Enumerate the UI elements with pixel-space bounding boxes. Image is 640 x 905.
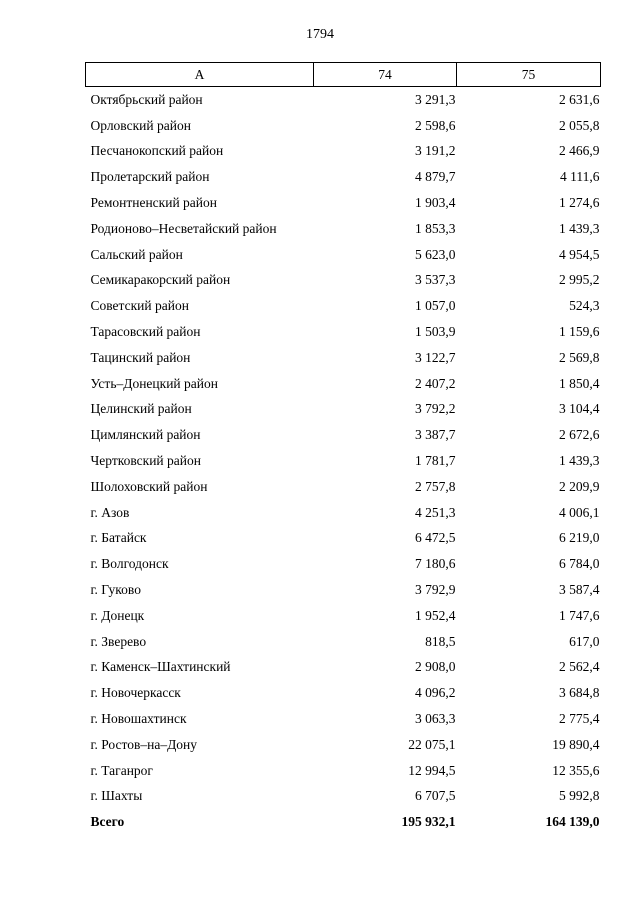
row-value-74-cell: 3 063,3 bbox=[415, 711, 456, 727]
table-row bbox=[86, 190, 601, 216]
row-name-cell: Родионово–Несветайский район bbox=[90, 220, 277, 236]
table-row bbox=[86, 397, 601, 423]
table-row bbox=[86, 448, 601, 474]
table-row bbox=[86, 680, 601, 706]
row-name-cell: г. Каменск–Шахтинский bbox=[90, 659, 231, 675]
row-value-74-cell: 6 707,5 bbox=[415, 788, 456, 804]
table-row bbox=[86, 319, 601, 345]
row-value-75-cell: 3 587,4 bbox=[559, 582, 600, 598]
row-name-cell: Тарасовский район bbox=[90, 324, 201, 340]
row-value-75-cell: 2 562,4 bbox=[559, 659, 600, 675]
row-value-75-cell: 2 569,8 bbox=[559, 349, 600, 365]
table-row bbox=[86, 87, 601, 113]
table-row bbox=[86, 706, 601, 732]
row-value-74-cell: 3 792,9 bbox=[415, 582, 456, 598]
row-value-75-cell: 4 111,6 bbox=[560, 169, 600, 185]
table-header bbox=[86, 63, 601, 87]
table-row bbox=[86, 242, 601, 268]
row-value-75-cell: 2 466,9 bbox=[559, 143, 600, 159]
row-value-75-cell: 1 159,6 bbox=[559, 324, 600, 340]
row-value-75-cell: 1 439,3 bbox=[559, 220, 600, 236]
table-row bbox=[86, 345, 601, 371]
row-value-74-cell: 4 096,2 bbox=[415, 685, 456, 701]
row-value-74-cell: 2 757,8 bbox=[415, 478, 456, 494]
table-row bbox=[86, 371, 601, 397]
row-value-74-cell: 2 598,6 bbox=[415, 117, 456, 133]
total-label-cell: Всего bbox=[90, 814, 125, 830]
row-name-cell: Семикаракорский район bbox=[90, 272, 231, 288]
row-value-74-cell: 3 387,7 bbox=[415, 427, 456, 443]
row-value-74-cell: 1 903,4 bbox=[415, 195, 456, 211]
header-cell-74: 74 bbox=[314, 63, 457, 87]
row-name-cell: Сальский район bbox=[90, 246, 183, 262]
row-name-cell: Пролетарский район bbox=[90, 169, 210, 185]
row-name-cell: г. Азов bbox=[90, 504, 130, 520]
row-name-cell: Песчанокопский район bbox=[90, 143, 224, 159]
table-row bbox=[86, 784, 601, 810]
total-value-75-cell: 164 139,0 bbox=[545, 814, 600, 830]
row-name-cell: Усть–Донецкий район bbox=[90, 375, 218, 391]
table-row bbox=[86, 474, 601, 500]
row-value-74-cell: 7 180,6 bbox=[415, 556, 456, 572]
table-body bbox=[86, 87, 601, 836]
row-value-74-cell: 1 853,3 bbox=[415, 220, 456, 236]
table-row bbox=[86, 655, 601, 681]
row-value-75-cell: 2 672,6 bbox=[559, 427, 600, 443]
row-value-75-cell: 617,0 bbox=[569, 633, 600, 649]
row-value-74-cell: 3 191,2 bbox=[415, 143, 456, 159]
row-name-cell: Ремонтненский район bbox=[90, 195, 217, 211]
row-value-75-cell: 3 684,8 bbox=[559, 685, 600, 701]
row-name-cell: г. Батайск bbox=[90, 530, 147, 546]
row-value-75-cell: 2 631,6 bbox=[559, 91, 600, 107]
total-row bbox=[86, 809, 601, 835]
table-row bbox=[86, 629, 601, 655]
row-value-74-cell: 1 057,0 bbox=[415, 298, 456, 314]
row-value-74-cell: 5 623,0 bbox=[415, 246, 456, 262]
table-row bbox=[86, 526, 601, 552]
table-row bbox=[86, 216, 601, 242]
row-value-75-cell: 6 219,0 bbox=[559, 530, 600, 546]
row-name-cell: г. Ростов–на–Дону bbox=[90, 736, 198, 752]
table-row bbox=[86, 603, 601, 629]
row-name-cell: Шолоховский район bbox=[90, 478, 208, 494]
page-number: 1794 bbox=[306, 27, 334, 42]
table-row bbox=[86, 422, 601, 448]
row-value-74-cell: 3 291,3 bbox=[415, 91, 456, 107]
header-row bbox=[86, 63, 601, 87]
row-value-75-cell: 12 355,6 bbox=[552, 762, 600, 778]
table-row bbox=[86, 758, 601, 784]
row-value-75-cell: 3 104,4 bbox=[559, 401, 600, 417]
row-value-75-cell: 1 274,6 bbox=[559, 195, 600, 211]
row-name-cell: г. Донецк bbox=[90, 607, 145, 623]
row-value-74-cell: 1 952,4 bbox=[415, 607, 456, 623]
table-row bbox=[86, 113, 601, 139]
row-value-75-cell: 19 890,4 bbox=[552, 736, 600, 752]
row-value-75-cell: 524,3 bbox=[569, 298, 600, 314]
row-value-75-cell: 6 784,0 bbox=[559, 556, 600, 572]
row-value-75-cell: 4 006,1 bbox=[559, 504, 600, 520]
row-value-75-cell: 1 850,4 bbox=[559, 375, 600, 391]
row-name-cell: г. Таганрог bbox=[90, 762, 153, 778]
row-value-75-cell: 1 747,6 bbox=[559, 607, 600, 623]
row-name-cell: г. Новошахтинск bbox=[90, 711, 187, 727]
row-name-cell: г. Волгодонск bbox=[90, 556, 169, 572]
data-table bbox=[85, 62, 601, 835]
row-value-74-cell: 1 781,7 bbox=[415, 453, 456, 469]
row-value-75-cell: 4 954,5 bbox=[559, 246, 600, 262]
table-row bbox=[86, 551, 601, 577]
table-row bbox=[86, 732, 601, 758]
table-row bbox=[86, 139, 601, 165]
row-name-cell: г. Новочеркасск bbox=[90, 685, 181, 701]
row-value-74-cell: 6 472,5 bbox=[415, 530, 456, 546]
row-value-75-cell: 2 995,2 bbox=[559, 272, 600, 288]
table-row bbox=[86, 500, 601, 526]
row-name-cell: Чертковский район bbox=[90, 453, 201, 469]
row-name-cell: Орловский район bbox=[90, 117, 191, 133]
row-name-cell: Советский район bbox=[90, 298, 189, 314]
table-row bbox=[86, 293, 601, 319]
row-value-75-cell: 2 775,4 bbox=[559, 711, 600, 727]
row-value-75-cell: 5 992,8 bbox=[559, 788, 600, 804]
row-name-cell: г. Шахты bbox=[90, 788, 143, 804]
row-name-cell: Октябрьский район bbox=[90, 91, 203, 107]
total-value-74-cell: 195 932,1 bbox=[401, 814, 456, 830]
row-name-cell: Цимлянский район bbox=[90, 427, 201, 443]
row-value-74-cell: 818,5 bbox=[425, 633, 456, 649]
row-value-74-cell: 2 407,2 bbox=[415, 375, 456, 391]
row-name-cell: Целинский район bbox=[90, 401, 192, 417]
table-row bbox=[86, 268, 601, 294]
row-value-74-cell: 3 122,7 bbox=[415, 349, 456, 365]
row-value-75-cell: 2 209,9 bbox=[559, 478, 600, 494]
row-value-74-cell: 4 879,7 bbox=[415, 169, 456, 185]
row-name-cell: Тацинский район bbox=[90, 349, 191, 365]
table-row bbox=[86, 577, 601, 603]
header-cell-75: 75 bbox=[457, 63, 601, 87]
row-value-74-cell: 12 994,5 bbox=[408, 762, 456, 778]
row-name-cell: г. Гуково bbox=[90, 582, 141, 598]
row-value-74-cell: 22 075,1 bbox=[408, 736, 456, 752]
row-value-74-cell: 3 537,3 bbox=[415, 272, 456, 288]
row-value-74-cell: 3 792,2 bbox=[415, 401, 456, 417]
row-value-74-cell: 2 908,0 bbox=[415, 659, 456, 675]
row-value-74-cell: 1 503,9 bbox=[415, 324, 456, 340]
row-name-cell: г. Зверево bbox=[90, 633, 147, 649]
table-row bbox=[86, 164, 601, 190]
header-cell-name: А bbox=[86, 63, 314, 87]
row-value-74-cell: 4 251,3 bbox=[415, 504, 456, 520]
row-value-75-cell: 2 055,8 bbox=[559, 117, 600, 133]
row-value-75-cell: 1 439,3 bbox=[559, 453, 600, 469]
